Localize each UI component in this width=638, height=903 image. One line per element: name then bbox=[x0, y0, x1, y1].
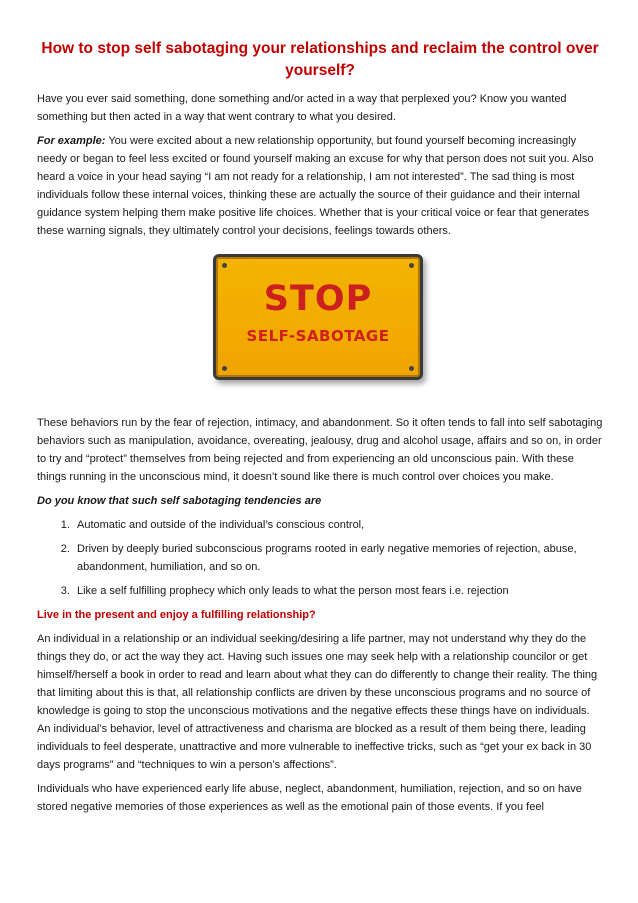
example-label: For example: bbox=[37, 135, 106, 147]
sign-stop-text: STOP bbox=[263, 279, 373, 319]
example-paragraph bbox=[37, 132, 603, 240]
page-title: How to stop self sabotaging your relationships and reclaim the control over yourself? bbox=[41, 40, 599, 79]
stop-sign-image bbox=[37, 254, 603, 404]
closing-paragraph: Individuals who have experienced early life abuse, neglect, abandonment, humiliation, rejection, and so on have stored negative memories of those experiences as well as the emotional pain of those events. If you feel bbox=[37, 783, 582, 813]
sign-self-sabotage-text: SELF-SABOTAGE bbox=[246, 327, 390, 345]
stop-sign bbox=[213, 254, 423, 380]
relationship-paragraph: An individual in a relationship or an individual seeking/desiring a life partner, may not understand why they do the things they do, or act the way they act. Having such issues one may seek help with a relationship councilor or get himself/herself a book in order to read and learn about what they can do differently to change their reality. The thing that limiting about this is that, all relationship conflicts are driven by these unconscious programs and no source of knowledge is going to stop the unconscious motivations and the negative effects these things have on individuals. An individual’s behavior, level of attractiveness and charisma are blocked as a result of them being there, leading individuals to feel desperate, unattractive and more vulnerable to ineffective tricks, such as “get your ex back in 30 days programs” and “techniques to win a person’s affections”. bbox=[37, 633, 598, 771]
example-text: You were excited about a new relationship opportunity, but found yourself becoming increasingly needy or began to feel less excited or found yourself making an excuse for why that person does not suit you. Also heard a voice in your head saying “I am not ready for a relationship, I am not interested”. The sad thing is most individuals follow these internal voices, thinking these are actually the source of their guidance and their internal guidance system helping them make positive life choices. Whether that is your critical voice or fear that generates these warning signals, they ultimately control your decisions, feelings towards others. bbox=[37, 135, 594, 237]
bolt-icon bbox=[222, 263, 227, 268]
behaviors-paragraph: These behaviors run by the fear of rejection, intimacy, and abandonment. So it often tends to fall into self sabotaging behaviors such as manipulation, avoidance, overeating, jealousy, drug and alcohol usage, affairs and so on, in order to try and “protect” themselves from being rejected and from experiencing an old unconscious pain. With these things running in the unconscious mind, it doesn’t sound like there is much control over choices you make. bbox=[37, 417, 603, 483]
list-item: 3. Like a self fulfilling prophecy which only leads to what the person most fears i.e. rejection bbox=[73, 582, 603, 600]
tendencies-list bbox=[37, 516, 603, 600]
intro-paragraph: Have you ever said something, done something and/or acted in a way that perplexed you? Know you wanted something but then acted in a way that went contrary to what you desired. bbox=[37, 93, 567, 123]
list-item: 1. Automatic and outside of the individual’s conscious control, bbox=[73, 516, 603, 534]
section-heading: Live in the present and enjoy a fulfilling relationship? bbox=[37, 609, 316, 621]
bolt-icon bbox=[409, 263, 414, 268]
bolt-icon bbox=[222, 366, 227, 371]
bolt-icon bbox=[409, 366, 414, 371]
document-page bbox=[37, 38, 603, 822]
question-heading: Do you know that such self sabotaging tendencies are bbox=[37, 495, 322, 507]
list-item: 2. Driven by deeply buried subconscious programs rooted in early negative memories of rejection, abuse, abandonment, humiliation, and so on. bbox=[73, 540, 603, 576]
